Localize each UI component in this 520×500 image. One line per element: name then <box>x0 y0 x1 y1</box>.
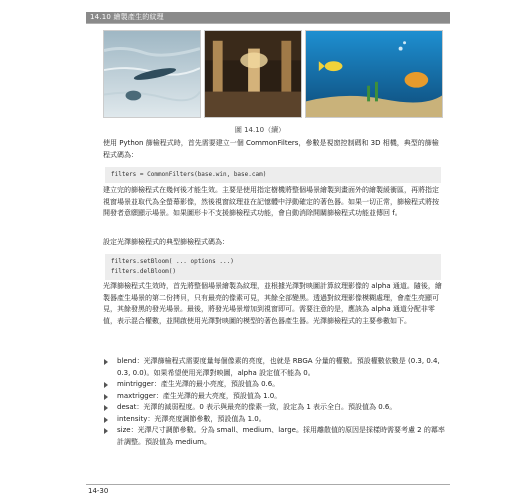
section-header: 14.10 繪製產生的紋理 <box>90 13 164 21</box>
list-item: intensity：光澤亮度調節參數，預設值為 1.0。 <box>103 414 448 426</box>
figure-strip <box>103 30 443 118</box>
list-item: size：光澤尺寸調節參數。分為 small、medium、large。採用離散值的原因是採樣時需要考慮 2 的冪率計調整。預設值為 medium。 <box>103 425 448 448</box>
bloom-description-paragraph: 光澤篩檢程式生效時，首先將整個場景繪製為紋理，並根據光澤對映圖計算紋理影像的 alpha 通道。隨後，繪製器產生場景的第二份拷貝，只有最亮的像素可見，其餘全部變黑。透過對紋理影像模糊處理，會產生亮顯可見，其餘發黑的發光場景。最後，將發光場景增加到視窗即可。需要注意的是，應該為 alpha 通道分配非零值，表示混合權數，並開啟使用光澤對映圖的模型的著色器產生器。光澤篩檢程式的主要參數如下。 <box>103 282 442 325</box>
bullet-arrow-icon <box>104 428 108 434</box>
list-item: blend：光澤篩檢程式需要度量每個像素的亮度，也就是 RBGA 分量的權數。預設權數依數是 (0.3, 0.4, 0.3, 0.0)。如果希望使用光澤對映圖，alpha 設定值不能為 0。 <box>103 356 448 379</box>
list-item: mintrigger：產生光澤的最小亮度，預設值為 0.6。 <box>103 379 448 391</box>
bullet-arrow-icon <box>104 394 108 400</box>
list-item: desat：光澤的減弱程度。0 表示與最亮的像素一致，設定為 1 表示全白。預設值為 0.6。 <box>103 402 448 414</box>
bullet-arrow-icon <box>104 405 108 411</box>
list-item: maxtrigger：產生光澤的最大亮度，預設值為 1.0。 <box>103 391 448 403</box>
footer-rule <box>86 484 450 485</box>
figure-underwater-scene <box>305 30 443 118</box>
code-block-bloom <box>105 254 441 280</box>
bullet-arrow-icon <box>104 382 108 388</box>
bullet-arrow-icon <box>104 417 108 423</box>
code-block-commonfilters <box>105 167 441 183</box>
header-rule <box>86 23 450 24</box>
bloom-parameter-list <box>103 356 448 448</box>
figure-caption: 圖 14.10（續） <box>234 126 286 134</box>
page-number: 14-30 <box>88 487 109 495</box>
code-line: filters.delBloom() <box>111 268 177 275</box>
filter-setup-paragraph: 建立完的篩檢程式在幾何後才能生效。主要是使用指定樹機將整個場景繪製到畫面外的繪製緩衝區，再將指定視窗場景並取代為全螢幕影像，然後視窗紋理並在記憶體中浮動確定的著色器。如果一切正常，篩檢程式將按開發者意願顯示場景。如果圖形卡不支援篩檢程式功能，會自動消除開關篩檢程式功能並傳回 f。 <box>103 186 439 217</box>
figure-interior-scene <box>204 30 302 118</box>
bloom-intro-paragraph: 設定光澤篩檢程式的典型篩檢程式碼為： <box>103 238 229 246</box>
code-line: filters.setBloom( ... options ...) <box>111 258 234 265</box>
figure-water-scene <box>103 30 201 118</box>
intro-paragraph: 使用 Python 篩檢程式時，首先需要建立一個 CommonFilters，參數是視窗控制碼和 3D 相機，典型的篩檢程式碼為： <box>103 139 439 159</box>
code-line: filters = CommonFilters(base.win, base.cam) <box>111 171 267 178</box>
bullet-arrow-icon <box>104 359 108 365</box>
